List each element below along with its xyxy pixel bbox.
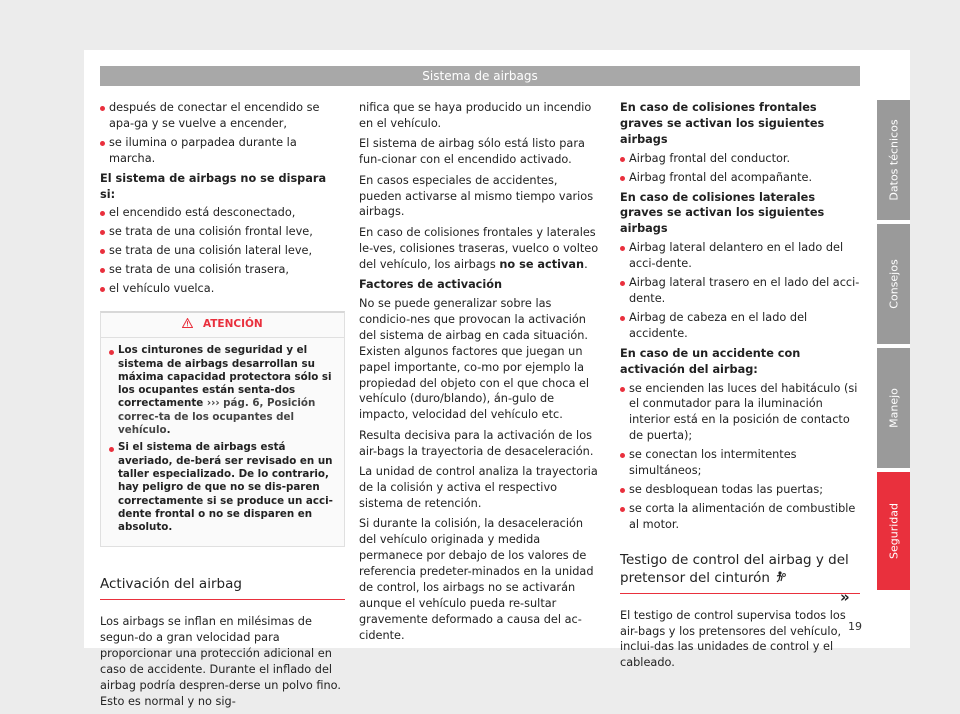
paragraph: La unidad de control analiza la trayectoria de la colisión y activa el respectivo sistema de retención. [359,465,598,510]
column-2 [359,100,602,648]
list-item: se corta la alimentación de combustible al motor. [620,501,860,533]
tab-consejos[interactable]: Consejos [877,224,910,344]
list-item: se conectan los intermitentes simultáneos; [620,447,860,479]
list-item: después de conectar el encendido se apa-ga y se vuelve a encender, [100,100,345,132]
section-title: Testigo de control del airbag y del pretensor del cinturón [620,551,860,594]
list-item: se trata de una colisión trasera, [100,262,345,278]
list-item: se trata de una colisión frontal leve, [100,224,345,240]
warning-title: ATENCIÓN [202,317,263,330]
warning-header [101,313,344,338]
paragraph: En casos especiales de accidentes, pueden activarse al mismo tiempo varios airbags. [359,173,594,219]
page-header: Sistema de airbags [100,66,860,86]
paragraph: El sistema de airbag sólo está listo para fun-cionar con el encendido activado. [359,137,585,167]
list-item: se encienden las luces del habitáculo (si el conmutador para la iluminación interior está en la posición de contacto de puerta); [620,381,860,445]
list-item: el encendido está desconectado, [100,205,345,221]
paragraph: Los airbags se inflan en milésimas de segun-do a gran velocidad para proporcionar una protección adicional en caso de accidente. Durante el inflado del airbag podría despren-derse un polvo fino. Esto es normal y no sig- [100,615,341,708]
warning-item: Los cinturones de seguridad y el sistema de airbags desarrollan su máxima capacidad protectora sólo si los ocupantes están senta-dos correctamente ››› pág. 6, Posición correc-ta de los ocupantes del vehículo. [109,344,336,437]
page-number: 19 [848,620,862,633]
tab-manejo[interactable]: Manejo [877,348,910,468]
paragraph: Si durante la colisión, la desaceleración del vehículo originada y medida permanece por debajo de los valores de referencia predeter-minados en la unidad de control, los airbags no se activarán aunque el vehículo pueda re-sultar gravemente deformado a causa del ac-cidente. [359,517,594,642]
paragraph: Resulta decisiva para la activación de los air-bags la trayectoria de desaceleración. [359,428,594,458]
subheading: Factores de activación [359,278,503,292]
section-title: Activación del airbag [100,577,345,600]
subheading: El sistema de airbags no se dispara si: [100,171,327,201]
list-item: se desbloquean todas las puertas; [620,482,860,498]
list-item: se ilumina o parpadea durante la marcha. [100,135,345,167]
paragraph: No se puede generalizar sobre las condicio-nes que provocan la activación del sistema de airbag en cada situación. Existen algunos factores que juegan un papel importante, co-mo por ejemplo la propiedad del objeto con el que choca el vehículo (duro/blando), án-gulo de impacto, velocidad del vehículo etc. [359,296,590,422]
warning-triangle-icon [182,318,203,330]
list-item: Airbag frontal del acompañante. [620,170,860,186]
column-3 [620,100,860,676]
list-item: Airbag lateral trasero en el lado del acci-dente. [620,275,860,307]
paragraph: El testigo de control supervisa todos los air-bags y los pretensores del vehículo, inclui-das las unidades de control y el cableado. [620,608,846,670]
warning-item: Si el sistema de airbags está averiado, de-berá ser revisado en un taller especializado. De lo contrario, hay peligro de que no se dis-paren correctamente si se produce un acci-dente frontal o no se disparen en absoluto. [109,441,336,534]
list-item: Airbag frontal del conductor. [620,151,860,167]
column-1 [100,100,345,714]
airbag-warning-icon [774,570,786,586]
continue-arrow-icon: » [840,588,850,606]
tab-seguridad[interactable]: Seguridad [877,472,910,590]
list-item: se trata de una colisión lateral leve, [100,243,345,259]
cross-reference-link[interactable]: ››› pág. 6, Posición correc-ta de los ocupantes del vehículo [118,397,316,437]
tab-datos-tecnicos[interactable]: Datos técnicos [877,100,910,220]
list-item: Airbag de cabeza en el lado del accidente. [620,310,860,342]
subheading: En caso de colisiones laterales graves se activan los siguientes airbags [620,190,825,236]
paragraph: nifica que se haya producido un incendio en el vehículo. [359,101,592,130]
paragraph: En caso de colisiones frontales y laterales le-ves, colisiones traseras, vuelco o volteo del vehículo, los airbags no se activan. [359,225,599,271]
list-item: Airbag lateral delantero en el lado del acci-dente. [620,240,860,272]
subheading: En caso de un accidente con activación del airbag: [620,346,801,376]
list-item: el vehículo vuelca. [100,281,345,297]
subheading: En caso de colisiones frontales graves se activan los siguientes airbags [620,101,825,146]
warning-box [100,311,345,547]
